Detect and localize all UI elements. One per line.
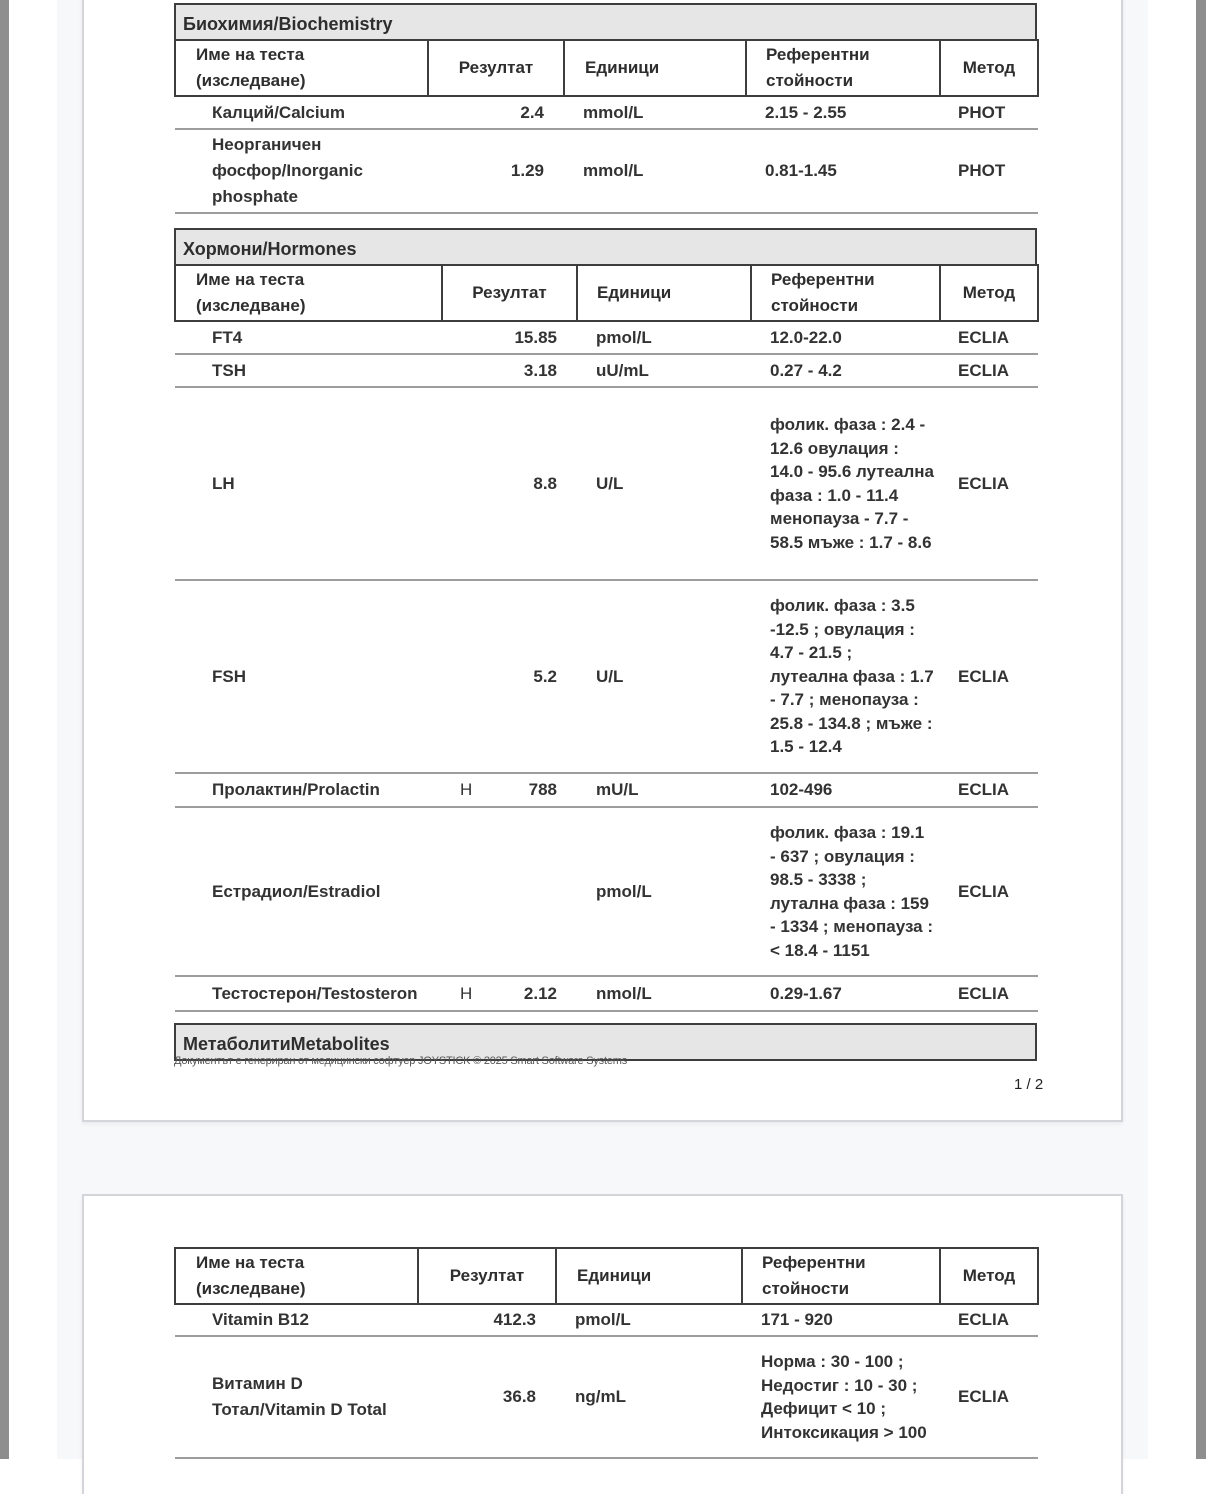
test-units: mmol/L <box>564 129 746 213</box>
test-units: mU/L <box>577 773 751 807</box>
table-row <box>175 580 1038 773</box>
test-units: U/L <box>577 580 751 773</box>
test-reference: фолик. фаза : 2.4 - 12.6 овулация : 14.0 - 95.6 лутеална фаза : 1.0 - 11.4 менопауза - 7.7 - 58.5 мъже : 1.7 - 8.6 <box>751 387 940 580</box>
col-header-result: Резултат <box>418 1248 556 1304</box>
test-result: 3.18 <box>442 354 577 387</box>
test-name: FSH <box>175 580 442 773</box>
abnormal-flag-high: H <box>460 780 473 800</box>
test-units: ng/mL <box>556 1336 742 1458</box>
test-result: 2.4 <box>428 96 564 129</box>
left-scrollbar-track[interactable] <box>0 0 9 1459</box>
test-method: ECLIA <box>940 1336 1038 1458</box>
table-row <box>175 96 1038 129</box>
test-units: nmol/L <box>577 976 751 1011</box>
test-reference: 0.27 - 4.2 <box>751 354 940 387</box>
col-header-units: Единици <box>556 1248 742 1304</box>
test-result-cell <box>442 773 577 807</box>
test-name: TSH <box>175 354 442 387</box>
test-method: ECLIA <box>940 387 1038 580</box>
col-header-name: Име на теста (изследване) <box>175 1248 418 1304</box>
test-reference: фолик. фаза : 3.5 -12.5 ; овулация : 4.7 - 21.5 ; лутеална фаза : 1.7 - 7.7 ; менопауза : 25.8 - 134.8 ; мъже : 1.5 - 12.4 <box>751 580 940 773</box>
test-units: pmol/L <box>577 807 751 976</box>
test-reference: 171 - 920 <box>742 1304 940 1336</box>
test-method: ECLIA <box>940 354 1038 387</box>
section-hormones <box>174 228 1037 1012</box>
test-units: uU/mL <box>577 354 751 387</box>
col-header-method: Метод <box>940 265 1038 321</box>
test-units: U/L <box>577 387 751 580</box>
test-reference: 2.15 - 2.55 <box>746 96 940 129</box>
test-result: 2.12 <box>523 983 557 1003</box>
col-header-units: Единици <box>577 265 751 321</box>
test-result: 15.85 <box>442 321 577 354</box>
col-header-name: Име на теста (изследване) <box>175 265 442 321</box>
test-method: ECLIA <box>940 321 1038 354</box>
col-header-method: Метод <box>940 1248 1038 1304</box>
table-row <box>175 1336 1038 1458</box>
pdf-page-2 <box>82 1194 1123 1494</box>
table-header-row <box>175 265 1038 321</box>
results-table <box>174 39 1039 214</box>
test-reference: 102-496 <box>751 773 940 807</box>
test-name: Витамин D Тотал/Vitamin D Total <box>175 1336 418 1458</box>
table-row <box>175 1304 1038 1336</box>
section-title: Хормони/Hormones <box>174 228 1037 264</box>
table-header-row <box>175 1248 1038 1304</box>
test-reference: фолик. фаза : 19.1 - 637 ; овулация : 98.5 - 3338 ; лутална фаза : 159 - 1334 ; менопауза : < 18.4 - 1151 <box>751 807 940 976</box>
table-row <box>175 807 1038 976</box>
section-title: Биохимия/Biochemistry <box>174 3 1037 39</box>
page-number: 1 / 2 <box>1014 1076 1044 1093</box>
test-name: Тестостерон/Testosteron <box>175 976 442 1011</box>
test-name: Калций/Calcium <box>175 96 428 129</box>
test-result: 36.8 <box>418 1336 556 1458</box>
abnormal-flag-high: H <box>460 983 473 1003</box>
test-reference: 0.29-1.67 <box>751 976 940 1011</box>
table-row <box>175 129 1038 213</box>
test-result: 788 <box>528 780 557 800</box>
table-row <box>175 773 1038 807</box>
test-method: ECLIA <box>940 1304 1038 1336</box>
table-row <box>175 321 1038 354</box>
test-units: mmol/L <box>564 96 746 129</box>
test-result-cell <box>442 976 577 1011</box>
section-title: МетаболитиMetabolites <box>174 1023 1037 1061</box>
test-result: 1.29 <box>428 129 564 213</box>
table-header-row <box>175 40 1038 96</box>
test-result: 8.8 <box>442 387 577 580</box>
results-table <box>174 1247 1039 1459</box>
footer-note: Документът е генериран от медицински софтуер JOYSTICK © 2025 Smart Software Systems <box>174 1055 627 1067</box>
table-row <box>175 976 1038 1011</box>
col-header-method: Метод <box>940 40 1038 96</box>
test-name: Естрадиол/Estradiol <box>175 807 442 976</box>
table-row <box>175 354 1038 387</box>
col-header-name: Име на теста (изследване) <box>175 40 428 96</box>
test-result: 412.3 <box>418 1304 556 1336</box>
test-units: pmol/L <box>556 1304 742 1336</box>
test-name: FT4 <box>175 321 442 354</box>
test-method: PHOT <box>940 96 1038 129</box>
test-reference: 0.81-1.45 <box>746 129 940 213</box>
col-header-reference: Референтни стойности <box>751 265 940 321</box>
test-name: Vitamin B12 <box>175 1304 418 1336</box>
section-metabolites-continued <box>174 1247 1037 1459</box>
test-result: 5.2 <box>442 580 577 773</box>
test-reference: 12.0-22.0 <box>751 321 940 354</box>
test-result <box>442 807 577 976</box>
col-header-result: Резултат <box>428 40 564 96</box>
test-method: ECLIA <box>940 807 1038 976</box>
col-header-reference: Референтни стойности <box>742 1248 940 1304</box>
test-method: ECLIA <box>940 773 1038 807</box>
col-header-result: Резултат <box>442 265 577 321</box>
pdf-page-1 <box>82 0 1123 1122</box>
test-units: pmol/L <box>577 321 751 354</box>
table-row <box>175 387 1038 580</box>
test-method: PHOT <box>940 129 1038 213</box>
col-header-units: Единици <box>564 40 746 96</box>
test-method: ECLIA <box>940 580 1038 773</box>
test-reference: Норма : 30 - 100 ; Недостиг : 10 - 30 ; Дефицит < 10 ; Интоксикация > 100 <box>742 1336 940 1458</box>
col-header-reference: Референтни стойности <box>746 40 940 96</box>
test-name: Пролактин/Prolactin <box>175 773 442 807</box>
section-biochemistry <box>174 3 1037 214</box>
right-scrollbar-track[interactable] <box>1196 0 1206 1459</box>
test-name: LH <box>175 387 442 580</box>
test-name: Неорганичен фосфор/Inorganic phosphate <box>175 129 428 213</box>
results-table <box>174 264 1039 1012</box>
test-method: ECLIA <box>940 976 1038 1011</box>
